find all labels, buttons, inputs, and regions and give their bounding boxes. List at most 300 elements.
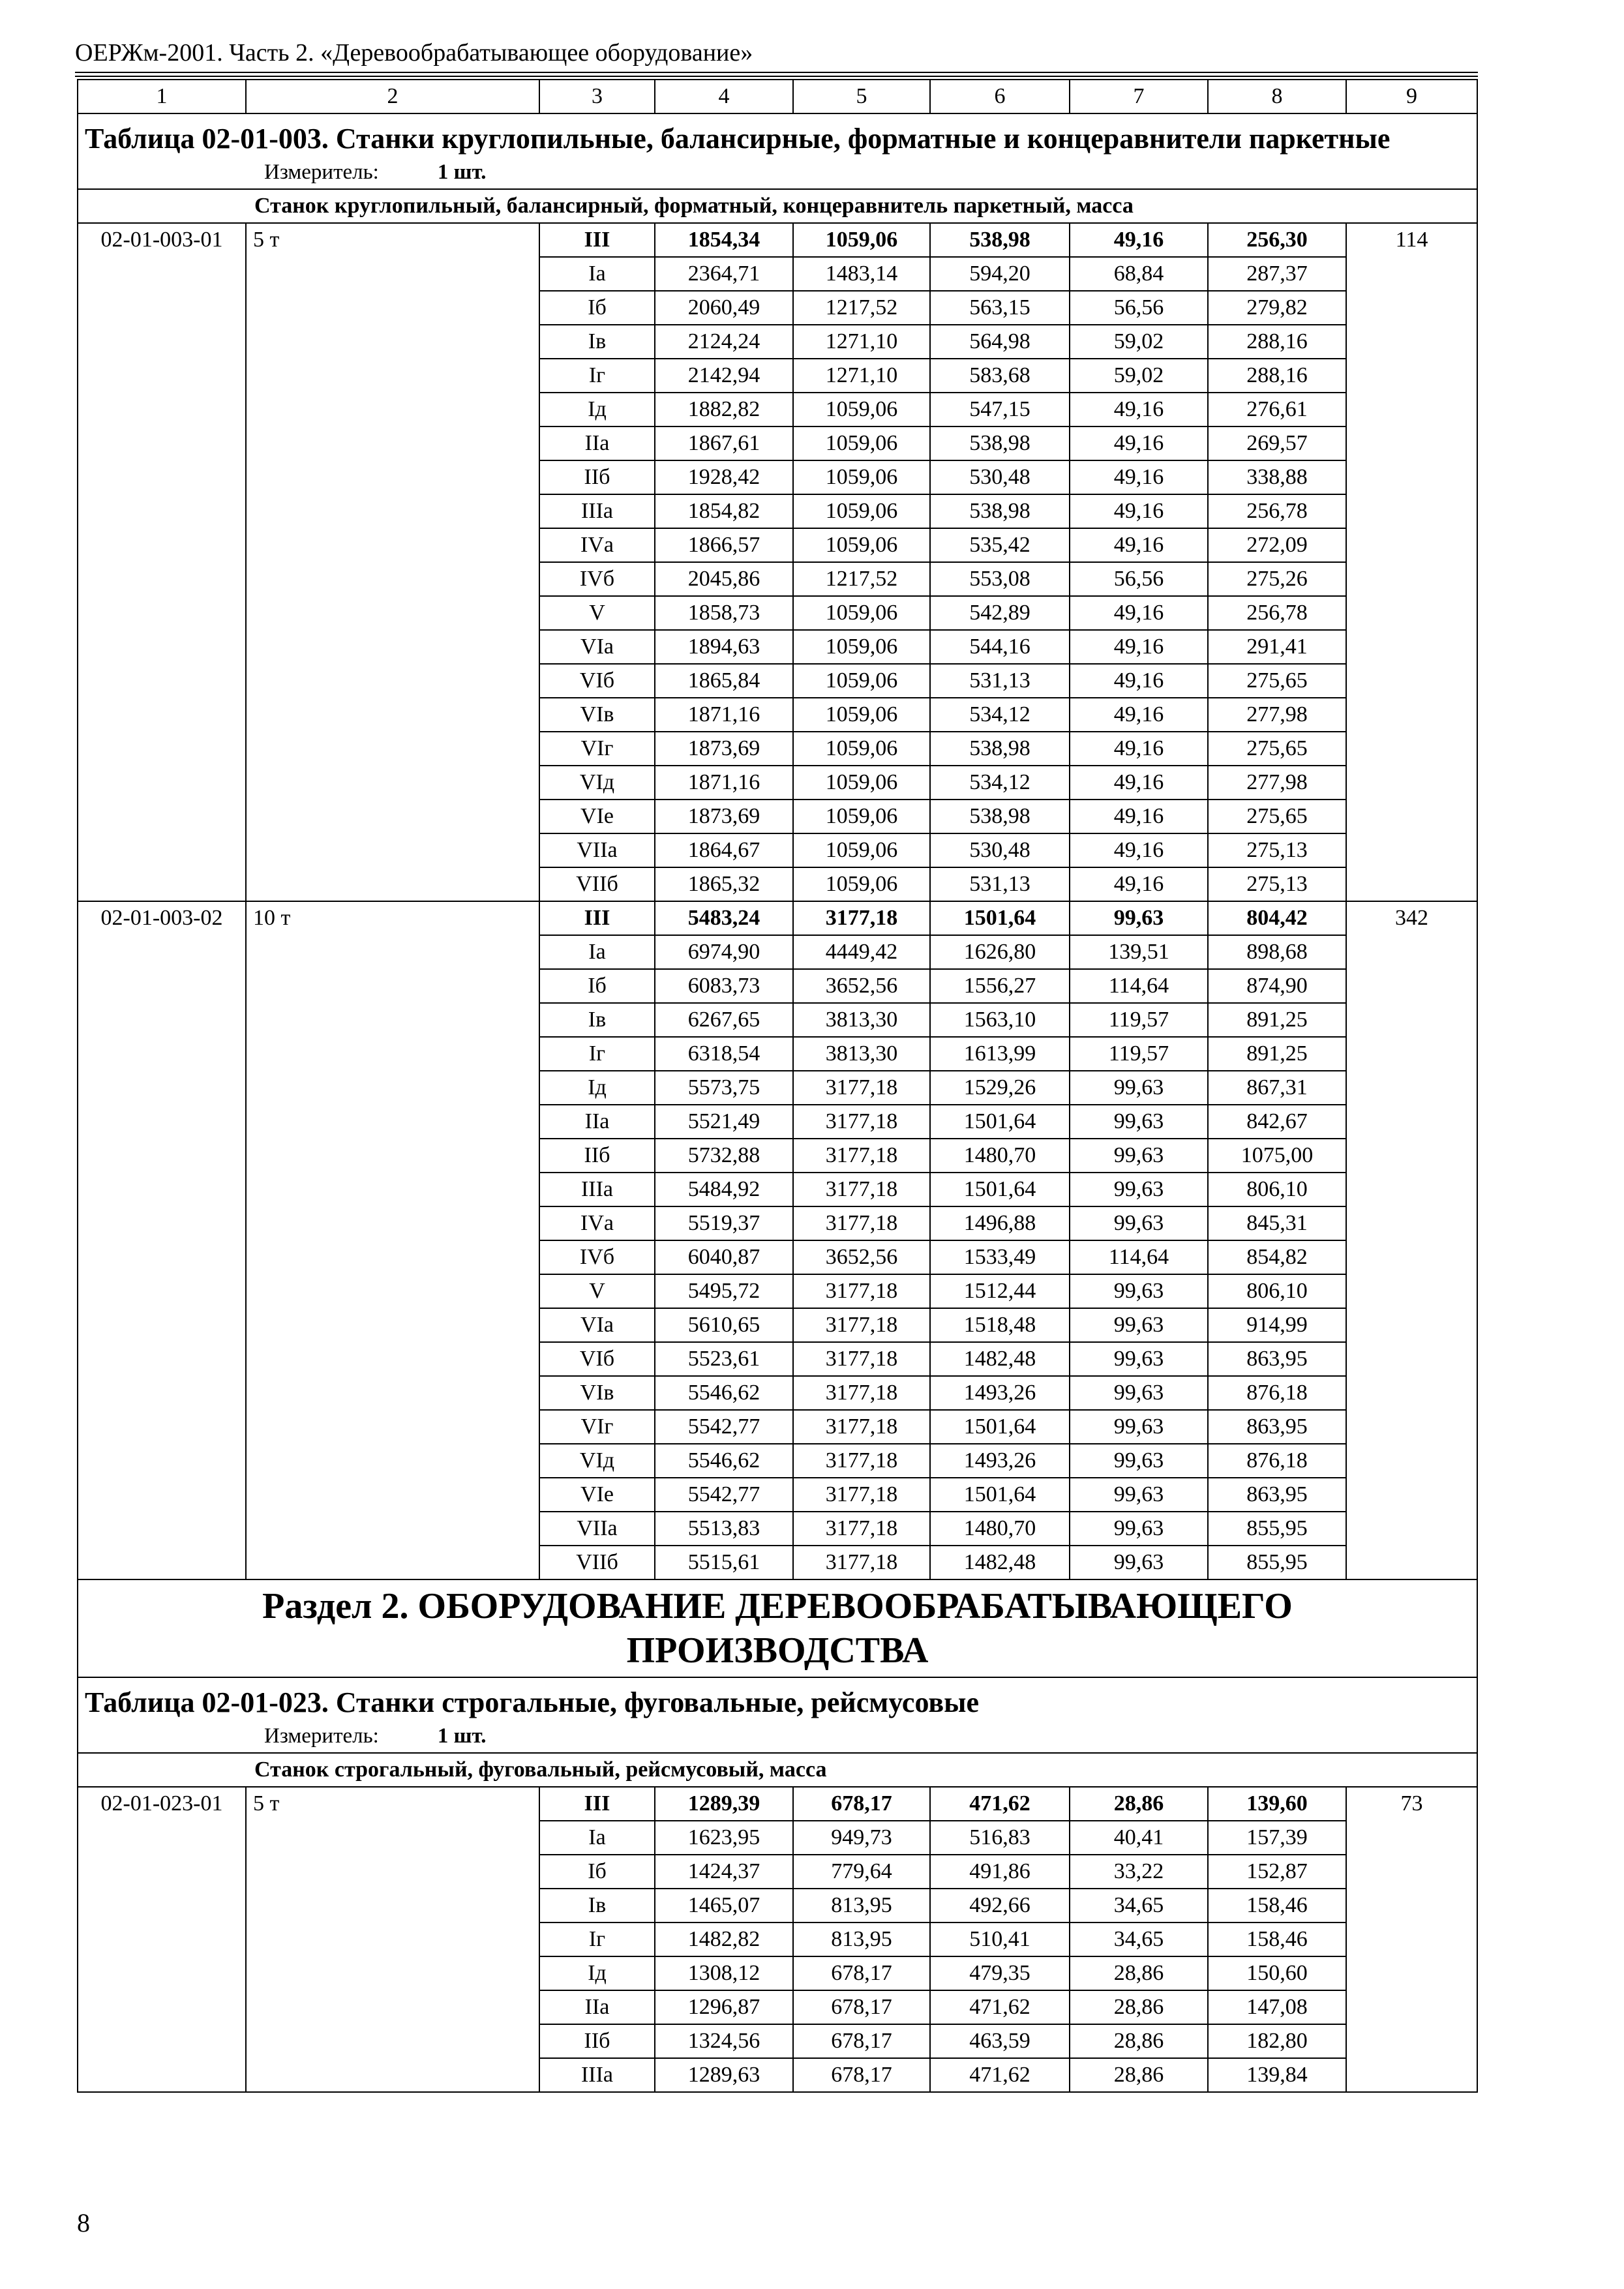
- page-number: 8: [77, 2208, 90, 2237]
- value-cell: 1501,64: [930, 901, 1070, 935]
- value-cell: 1075,00: [1208, 1139, 1346, 1173]
- value-cell: 139,60: [1208, 1787, 1346, 1821]
- table-title-cell: [78, 113, 1477, 189]
- value-cell: 1865,32: [655, 867, 793, 901]
- column-number: 6: [930, 80, 1070, 113]
- column-number: 9: [1346, 80, 1477, 113]
- column-number: 7: [1070, 80, 1208, 113]
- value-cell: 56,56: [1070, 562, 1208, 596]
- zone-cell: V: [539, 596, 655, 630]
- value-cell: 1501,64: [930, 1478, 1070, 1512]
- section-heading-line1: Раздел 2. ОБОРУДОВАНИЕ ДЕРЕВООБРАБАТЫВАЮЩЕГО: [262, 1586, 1293, 1626]
- value-cell: 49,16: [1070, 833, 1208, 867]
- zone-cell: VIIа: [539, 1512, 655, 1546]
- table-title-cell: [78, 1677, 1477, 1753]
- value-cell: 5483,24: [655, 901, 793, 935]
- value-cell: 119,57: [1070, 1003, 1208, 1037]
- value-cell: 564,98: [930, 325, 1070, 359]
- value-cell: 479,35: [930, 1956, 1070, 1990]
- value-cell: 1059,06: [793, 766, 930, 800]
- value-cell: 3177,18: [793, 1444, 930, 1478]
- value-cell: 49,16: [1070, 800, 1208, 833]
- zone-cell: IIIа: [539, 2058, 655, 2092]
- value-cell: 99,63: [1070, 1410, 1208, 1444]
- value-cell: 1059,06: [793, 223, 930, 257]
- value-cell: 99,63: [1070, 1173, 1208, 1206]
- value-cell: 3177,18: [793, 1308, 930, 1342]
- value-cell: 471,62: [930, 1990, 1070, 2024]
- value-cell: 275,65: [1208, 664, 1346, 698]
- table-row-base: [78, 223, 1477, 257]
- value-cell: 277,98: [1208, 766, 1346, 800]
- value-cell: 49,16: [1070, 393, 1208, 426]
- zone-cell: IIIа: [539, 494, 655, 528]
- value-cell: 139,84: [1208, 2058, 1346, 2092]
- value-cell: 99,63: [1070, 1546, 1208, 1579]
- value-cell: 269,57: [1208, 426, 1346, 460]
- value-cell: 1059,06: [793, 800, 930, 833]
- value-cell: 3652,56: [793, 969, 930, 1003]
- value-cell: 1482,82: [655, 1922, 793, 1956]
- value-cell: 1059,06: [793, 393, 930, 426]
- value-cell: 34,65: [1070, 1922, 1208, 1956]
- zone-cell: III: [539, 1787, 655, 1821]
- value-cell: 1873,69: [655, 800, 793, 833]
- value-cell: 150,60: [1208, 1956, 1346, 1990]
- table-subtitle: Станок круглопильный, балансирный, форматный, концеравнитель паркетный, масса: [78, 189, 1477, 223]
- value-cell: 256,78: [1208, 596, 1346, 630]
- value-cell: 1858,73: [655, 596, 793, 630]
- value-cell: 34,65: [1070, 1889, 1208, 1922]
- value-cell: 2060,49: [655, 291, 793, 325]
- value-cell: 99,63: [1070, 901, 1208, 935]
- value-cell: 4449,42: [793, 935, 930, 969]
- value-cell: 275,65: [1208, 800, 1346, 833]
- value-cell: 678,17: [793, 2024, 930, 2058]
- value-cell: 1518,48: [930, 1308, 1070, 1342]
- value-cell: 531,13: [930, 664, 1070, 698]
- value-cell: 3177,18: [793, 1139, 930, 1173]
- value-cell: 3177,18: [793, 1274, 930, 1308]
- value-cell: 56,56: [1070, 291, 1208, 325]
- value-cell: 256,30: [1208, 223, 1346, 257]
- value-cell: 256,78: [1208, 494, 1346, 528]
- value-cell: 59,02: [1070, 359, 1208, 393]
- zone-cell: IIа: [539, 1105, 655, 1139]
- value-cell: 3177,18: [793, 1342, 930, 1376]
- value-cell: 3177,18: [793, 1206, 930, 1240]
- value-cell: 538,98: [930, 426, 1070, 460]
- value-cell: 5519,37: [655, 1206, 793, 1240]
- row-code: 02-01-003-02: [78, 901, 246, 1579]
- value-cell: 49,16: [1070, 426, 1208, 460]
- value-cell: 516,83: [930, 1821, 1070, 1855]
- value-cell: 275,13: [1208, 833, 1346, 867]
- value-cell: 874,90: [1208, 969, 1346, 1003]
- value-cell: 530,48: [930, 833, 1070, 867]
- value-cell: 99,63: [1070, 1478, 1208, 1512]
- value-cell: 49,16: [1070, 867, 1208, 901]
- value-cell: 6083,73: [655, 969, 793, 1003]
- table-row-base: [78, 901, 1477, 935]
- value-cell: 1871,16: [655, 766, 793, 800]
- value-cell: 49,16: [1070, 460, 1208, 494]
- value-cell: 463,59: [930, 2024, 1070, 2058]
- value-cell: 1059,06: [793, 732, 930, 766]
- zone-cell: VIв: [539, 1376, 655, 1410]
- value-cell: 49,16: [1070, 596, 1208, 630]
- value-cell: 6267,65: [655, 1003, 793, 1037]
- value-cell: 28,86: [1070, 1990, 1208, 2024]
- value-cell: 182,80: [1208, 2024, 1346, 2058]
- value-cell: 863,95: [1208, 1410, 1346, 1444]
- column-number: 5: [793, 80, 930, 113]
- measure-label: Измеритель:: [264, 160, 379, 184]
- value-cell: 1867,61: [655, 426, 793, 460]
- section-heading-line2: ПРОИЗВОДСТВА: [626, 1630, 929, 1671]
- zone-cell: VIб: [539, 1342, 655, 1376]
- value-cell: 1873,69: [655, 732, 793, 766]
- value-cell: 563,15: [930, 291, 1070, 325]
- value-cell: 1854,82: [655, 494, 793, 528]
- zone-cell: IIб: [539, 1139, 655, 1173]
- zone-cell: IIб: [539, 460, 655, 494]
- measure-line: [85, 1722, 1470, 1750]
- column-number: 8: [1208, 80, 1346, 113]
- value-cell: 845,31: [1208, 1206, 1346, 1240]
- value-cell: 1289,63: [655, 2058, 793, 2092]
- value-cell: 99,63: [1070, 1071, 1208, 1105]
- zone-cell: III: [539, 223, 655, 257]
- value-cell: 891,25: [1208, 1003, 1346, 1037]
- value-cell: 3813,30: [793, 1003, 930, 1037]
- value-cell: 1882,82: [655, 393, 793, 426]
- value-cell: 49,16: [1070, 223, 1208, 257]
- value-cell: 272,09: [1208, 528, 1346, 562]
- value-cell: 275,13: [1208, 867, 1346, 901]
- row-last-value: 114: [1346, 223, 1477, 901]
- zone-cell: IIа: [539, 426, 655, 460]
- value-cell: 779,64: [793, 1855, 930, 1889]
- value-cell: 3177,18: [793, 1071, 930, 1105]
- table-title: Таблица 02-01-023. Станки строгальные, фуговальные, рейсмусовые: [85, 1686, 980, 1718]
- value-cell: 842,67: [1208, 1105, 1346, 1139]
- value-cell: 3177,18: [793, 901, 930, 935]
- value-cell: 538,98: [930, 223, 1070, 257]
- value-cell: 1501,64: [930, 1173, 1070, 1206]
- value-cell: 876,18: [1208, 1376, 1346, 1410]
- value-cell: 949,73: [793, 1821, 930, 1855]
- value-cell: 1529,26: [930, 1071, 1070, 1105]
- header-rule-double: [75, 76, 1478, 77]
- zone-cell: IIа: [539, 1990, 655, 2024]
- zone-cell: IVа: [539, 528, 655, 562]
- value-cell: 1059,06: [793, 664, 930, 698]
- zone-cell: Iд: [539, 1956, 655, 1990]
- value-cell: 99,63: [1070, 1512, 1208, 1546]
- table-subtitle: Станок строгальный, фуговальный, рейсмусовый, масса: [78, 1753, 1477, 1787]
- value-cell: 1854,34: [655, 223, 793, 257]
- zone-cell: VIд: [539, 766, 655, 800]
- value-cell: 1556,27: [930, 969, 1070, 1003]
- measure-label: Измеритель:: [264, 1724, 379, 1748]
- value-cell: 338,88: [1208, 460, 1346, 494]
- value-cell: 49,16: [1070, 698, 1208, 732]
- value-cell: 49,16: [1070, 664, 1208, 698]
- value-cell: 1894,63: [655, 630, 793, 664]
- value-cell: 2124,24: [655, 325, 793, 359]
- value-cell: 288,16: [1208, 325, 1346, 359]
- value-cell: 275,26: [1208, 562, 1346, 596]
- value-cell: 1059,06: [793, 833, 930, 867]
- zone-cell: III: [539, 901, 655, 935]
- zone-cell: Iг: [539, 1922, 655, 1956]
- value-cell: 1059,06: [793, 460, 930, 494]
- table-title: Таблица 02-01-003. Станки круглопильные, балансирные, форматные и концеравнители паркетные: [85, 123, 1391, 155]
- value-cell: 1496,88: [930, 1206, 1070, 1240]
- value-cell: 6318,54: [655, 1037, 793, 1071]
- value-cell: 854,82: [1208, 1240, 1346, 1274]
- value-cell: 538,98: [930, 732, 1070, 766]
- value-cell: 855,95: [1208, 1512, 1346, 1546]
- zone-cell: Iв: [539, 1003, 655, 1037]
- value-cell: 813,95: [793, 1889, 930, 1922]
- value-cell: 1271,10: [793, 359, 930, 393]
- value-cell: 1483,14: [793, 257, 930, 291]
- value-cell: 99,63: [1070, 1308, 1208, 1342]
- row-code: 02-01-023-01: [78, 1787, 246, 2092]
- page-header: ОЕРЖм-2001. Часть 2. «Деревообрабатывающее оборудование»: [75, 39, 753, 67]
- value-cell: 5495,72: [655, 1274, 793, 1308]
- value-cell: 28,86: [1070, 1787, 1208, 1821]
- value-cell: 1271,10: [793, 325, 930, 359]
- value-cell: 1563,10: [930, 1003, 1070, 1037]
- value-cell: 542,89: [930, 596, 1070, 630]
- value-cell: 534,12: [930, 698, 1070, 732]
- zone-cell: VIIб: [539, 867, 655, 901]
- row-name: 5 т: [246, 1787, 539, 2092]
- zone-cell: Iд: [539, 393, 655, 426]
- zone-cell: Iб: [539, 969, 655, 1003]
- value-cell: 1865,84: [655, 664, 793, 698]
- value-cell: 287,37: [1208, 257, 1346, 291]
- value-cell: 914,99: [1208, 1308, 1346, 1342]
- value-cell: 152,87: [1208, 1855, 1346, 1889]
- value-cell: 5573,75: [655, 1071, 793, 1105]
- zone-cell: VIе: [539, 1478, 655, 1512]
- value-cell: 99,63: [1070, 1376, 1208, 1410]
- value-cell: 1480,70: [930, 1512, 1070, 1546]
- measure-value: 1 шт.: [437, 160, 487, 184]
- value-cell: 276,61: [1208, 393, 1346, 426]
- zone-cell: IVа: [539, 1206, 655, 1240]
- row-last-value: 73: [1346, 1787, 1477, 2092]
- value-cell: 6974,90: [655, 935, 793, 969]
- value-cell: 49,16: [1070, 766, 1208, 800]
- value-cell: 147,08: [1208, 1990, 1346, 2024]
- price-table: [77, 79, 1478, 2093]
- value-cell: 114,64: [1070, 969, 1208, 1003]
- row-name: 5 т: [246, 223, 539, 901]
- value-cell: 547,15: [930, 393, 1070, 426]
- row-name: 10 т: [246, 901, 539, 1579]
- value-cell: 534,12: [930, 766, 1070, 800]
- value-cell: 5542,77: [655, 1410, 793, 1444]
- value-cell: 2045,86: [655, 562, 793, 596]
- value-cell: 49,16: [1070, 630, 1208, 664]
- value-cell: 99,63: [1070, 1139, 1208, 1173]
- value-cell: 1217,52: [793, 291, 930, 325]
- value-cell: 291,41: [1208, 630, 1346, 664]
- value-cell: 119,57: [1070, 1037, 1208, 1071]
- value-cell: 99,63: [1070, 1206, 1208, 1240]
- value-cell: 277,98: [1208, 698, 1346, 732]
- value-cell: 2142,94: [655, 359, 793, 393]
- value-cell: 855,95: [1208, 1546, 1346, 1579]
- zone-cell: Iд: [539, 1071, 655, 1105]
- value-cell: 1289,39: [655, 1787, 793, 1821]
- value-cell: 28,86: [1070, 1956, 1208, 1990]
- value-cell: 5484,92: [655, 1173, 793, 1206]
- value-cell: 863,95: [1208, 1342, 1346, 1376]
- value-cell: 898,68: [1208, 935, 1346, 969]
- value-cell: 5546,62: [655, 1376, 793, 1410]
- value-cell: 139,51: [1070, 935, 1208, 969]
- value-cell: 471,62: [930, 2058, 1070, 2092]
- value-cell: 1424,37: [655, 1855, 793, 1889]
- value-cell: 538,98: [930, 800, 1070, 833]
- zone-cell: VIд: [539, 1444, 655, 1478]
- value-cell: 3177,18: [793, 1410, 930, 1444]
- value-cell: 28,86: [1070, 2024, 1208, 2058]
- value-cell: 275,65: [1208, 732, 1346, 766]
- zone-cell: VIа: [539, 630, 655, 664]
- value-cell: 99,63: [1070, 1105, 1208, 1139]
- zone-cell: VIе: [539, 800, 655, 833]
- value-cell: 59,02: [1070, 325, 1208, 359]
- value-cell: 867,31: [1208, 1071, 1346, 1105]
- zone-cell: Iв: [539, 1889, 655, 1922]
- value-cell: 1533,49: [930, 1240, 1070, 1274]
- zone-cell: IVб: [539, 1240, 655, 1274]
- value-cell: 1871,16: [655, 698, 793, 732]
- value-cell: 678,17: [793, 1990, 930, 2024]
- zone-cell: VIIа: [539, 833, 655, 867]
- table-subtitle-row: [78, 189, 1477, 223]
- value-cell: 804,42: [1208, 901, 1346, 935]
- value-cell: 1864,67: [655, 833, 793, 867]
- zone-cell: Iа: [539, 257, 655, 291]
- value-cell: 1465,07: [655, 1889, 793, 1922]
- value-cell: 1482,48: [930, 1342, 1070, 1376]
- value-cell: 5515,61: [655, 1546, 793, 1579]
- value-cell: 1059,06: [793, 698, 930, 732]
- value-cell: 1296,87: [655, 1990, 793, 2024]
- value-cell: 5732,88: [655, 1139, 793, 1173]
- value-cell: 678,17: [793, 1956, 930, 1990]
- table-row-base: [78, 1787, 1477, 1821]
- value-cell: 3177,18: [793, 1105, 930, 1139]
- value-cell: 33,22: [1070, 1855, 1208, 1889]
- value-cell: 1493,26: [930, 1376, 1070, 1410]
- value-cell: 510,41: [930, 1922, 1070, 1956]
- table-title-row: [78, 1677, 1477, 1753]
- section-row: [78, 1579, 1477, 1677]
- value-cell: 1928,42: [655, 460, 793, 494]
- table-body: [78, 80, 1477, 2092]
- value-cell: 3652,56: [793, 1240, 930, 1274]
- value-cell: 1493,26: [930, 1444, 1070, 1478]
- zone-cell: Iб: [539, 291, 655, 325]
- value-cell: 2364,71: [655, 257, 793, 291]
- value-cell: 49,16: [1070, 528, 1208, 562]
- value-cell: 1059,06: [793, 867, 930, 901]
- value-cell: 158,46: [1208, 1922, 1346, 1956]
- section-heading: [78, 1579, 1477, 1677]
- column-number: 4: [655, 80, 793, 113]
- value-cell: 3177,18: [793, 1376, 930, 1410]
- measure-value: 1 шт.: [437, 1724, 487, 1748]
- zone-cell: VIа: [539, 1308, 655, 1342]
- zone-cell: Iб: [539, 1855, 655, 1889]
- zone-cell: Iа: [539, 1821, 655, 1855]
- zone-cell: V: [539, 1274, 655, 1308]
- zone-cell: VIг: [539, 732, 655, 766]
- value-cell: 5523,61: [655, 1342, 793, 1376]
- value-cell: 806,10: [1208, 1274, 1346, 1308]
- value-cell: 49,16: [1070, 494, 1208, 528]
- value-cell: 1613,99: [930, 1037, 1070, 1071]
- row-last-value: 342: [1346, 901, 1477, 1579]
- value-cell: 1217,52: [793, 562, 930, 596]
- value-cell: 1324,56: [655, 2024, 793, 2058]
- column-number-row: [78, 80, 1477, 113]
- column-number: 3: [539, 80, 655, 113]
- value-cell: 1501,64: [930, 1410, 1070, 1444]
- value-cell: 531,13: [930, 867, 1070, 901]
- value-cell: 891,25: [1208, 1037, 1346, 1071]
- value-cell: 553,08: [930, 562, 1070, 596]
- value-cell: 583,68: [930, 359, 1070, 393]
- value-cell: 863,95: [1208, 1478, 1346, 1512]
- value-cell: 1623,95: [655, 1821, 793, 1855]
- value-cell: 99,63: [1070, 1274, 1208, 1308]
- value-cell: 538,98: [930, 494, 1070, 528]
- zone-cell: Iг: [539, 359, 655, 393]
- value-cell: 1482,48: [930, 1546, 1070, 1579]
- table-title-row: [78, 113, 1477, 189]
- value-cell: 471,62: [930, 1787, 1070, 1821]
- zone-cell: VIб: [539, 664, 655, 698]
- zone-cell: VIIб: [539, 1546, 655, 1579]
- value-cell: 114,64: [1070, 1240, 1208, 1274]
- row-code: 02-01-003-01: [78, 223, 246, 901]
- value-cell: 279,82: [1208, 291, 1346, 325]
- value-cell: 5610,65: [655, 1308, 793, 1342]
- value-cell: 530,48: [930, 460, 1070, 494]
- value-cell: 3177,18: [793, 1546, 930, 1579]
- value-cell: 6040,87: [655, 1240, 793, 1274]
- value-cell: 1308,12: [655, 1956, 793, 1990]
- value-cell: 1059,06: [793, 426, 930, 460]
- value-cell: 544,16: [930, 630, 1070, 664]
- value-cell: 99,63: [1070, 1444, 1208, 1478]
- value-cell: 813,95: [793, 1922, 930, 1956]
- value-cell: 806,10: [1208, 1173, 1346, 1206]
- header-rule: [75, 72, 1478, 73]
- value-cell: 876,18: [1208, 1444, 1346, 1478]
- value-cell: 1626,80: [930, 935, 1070, 969]
